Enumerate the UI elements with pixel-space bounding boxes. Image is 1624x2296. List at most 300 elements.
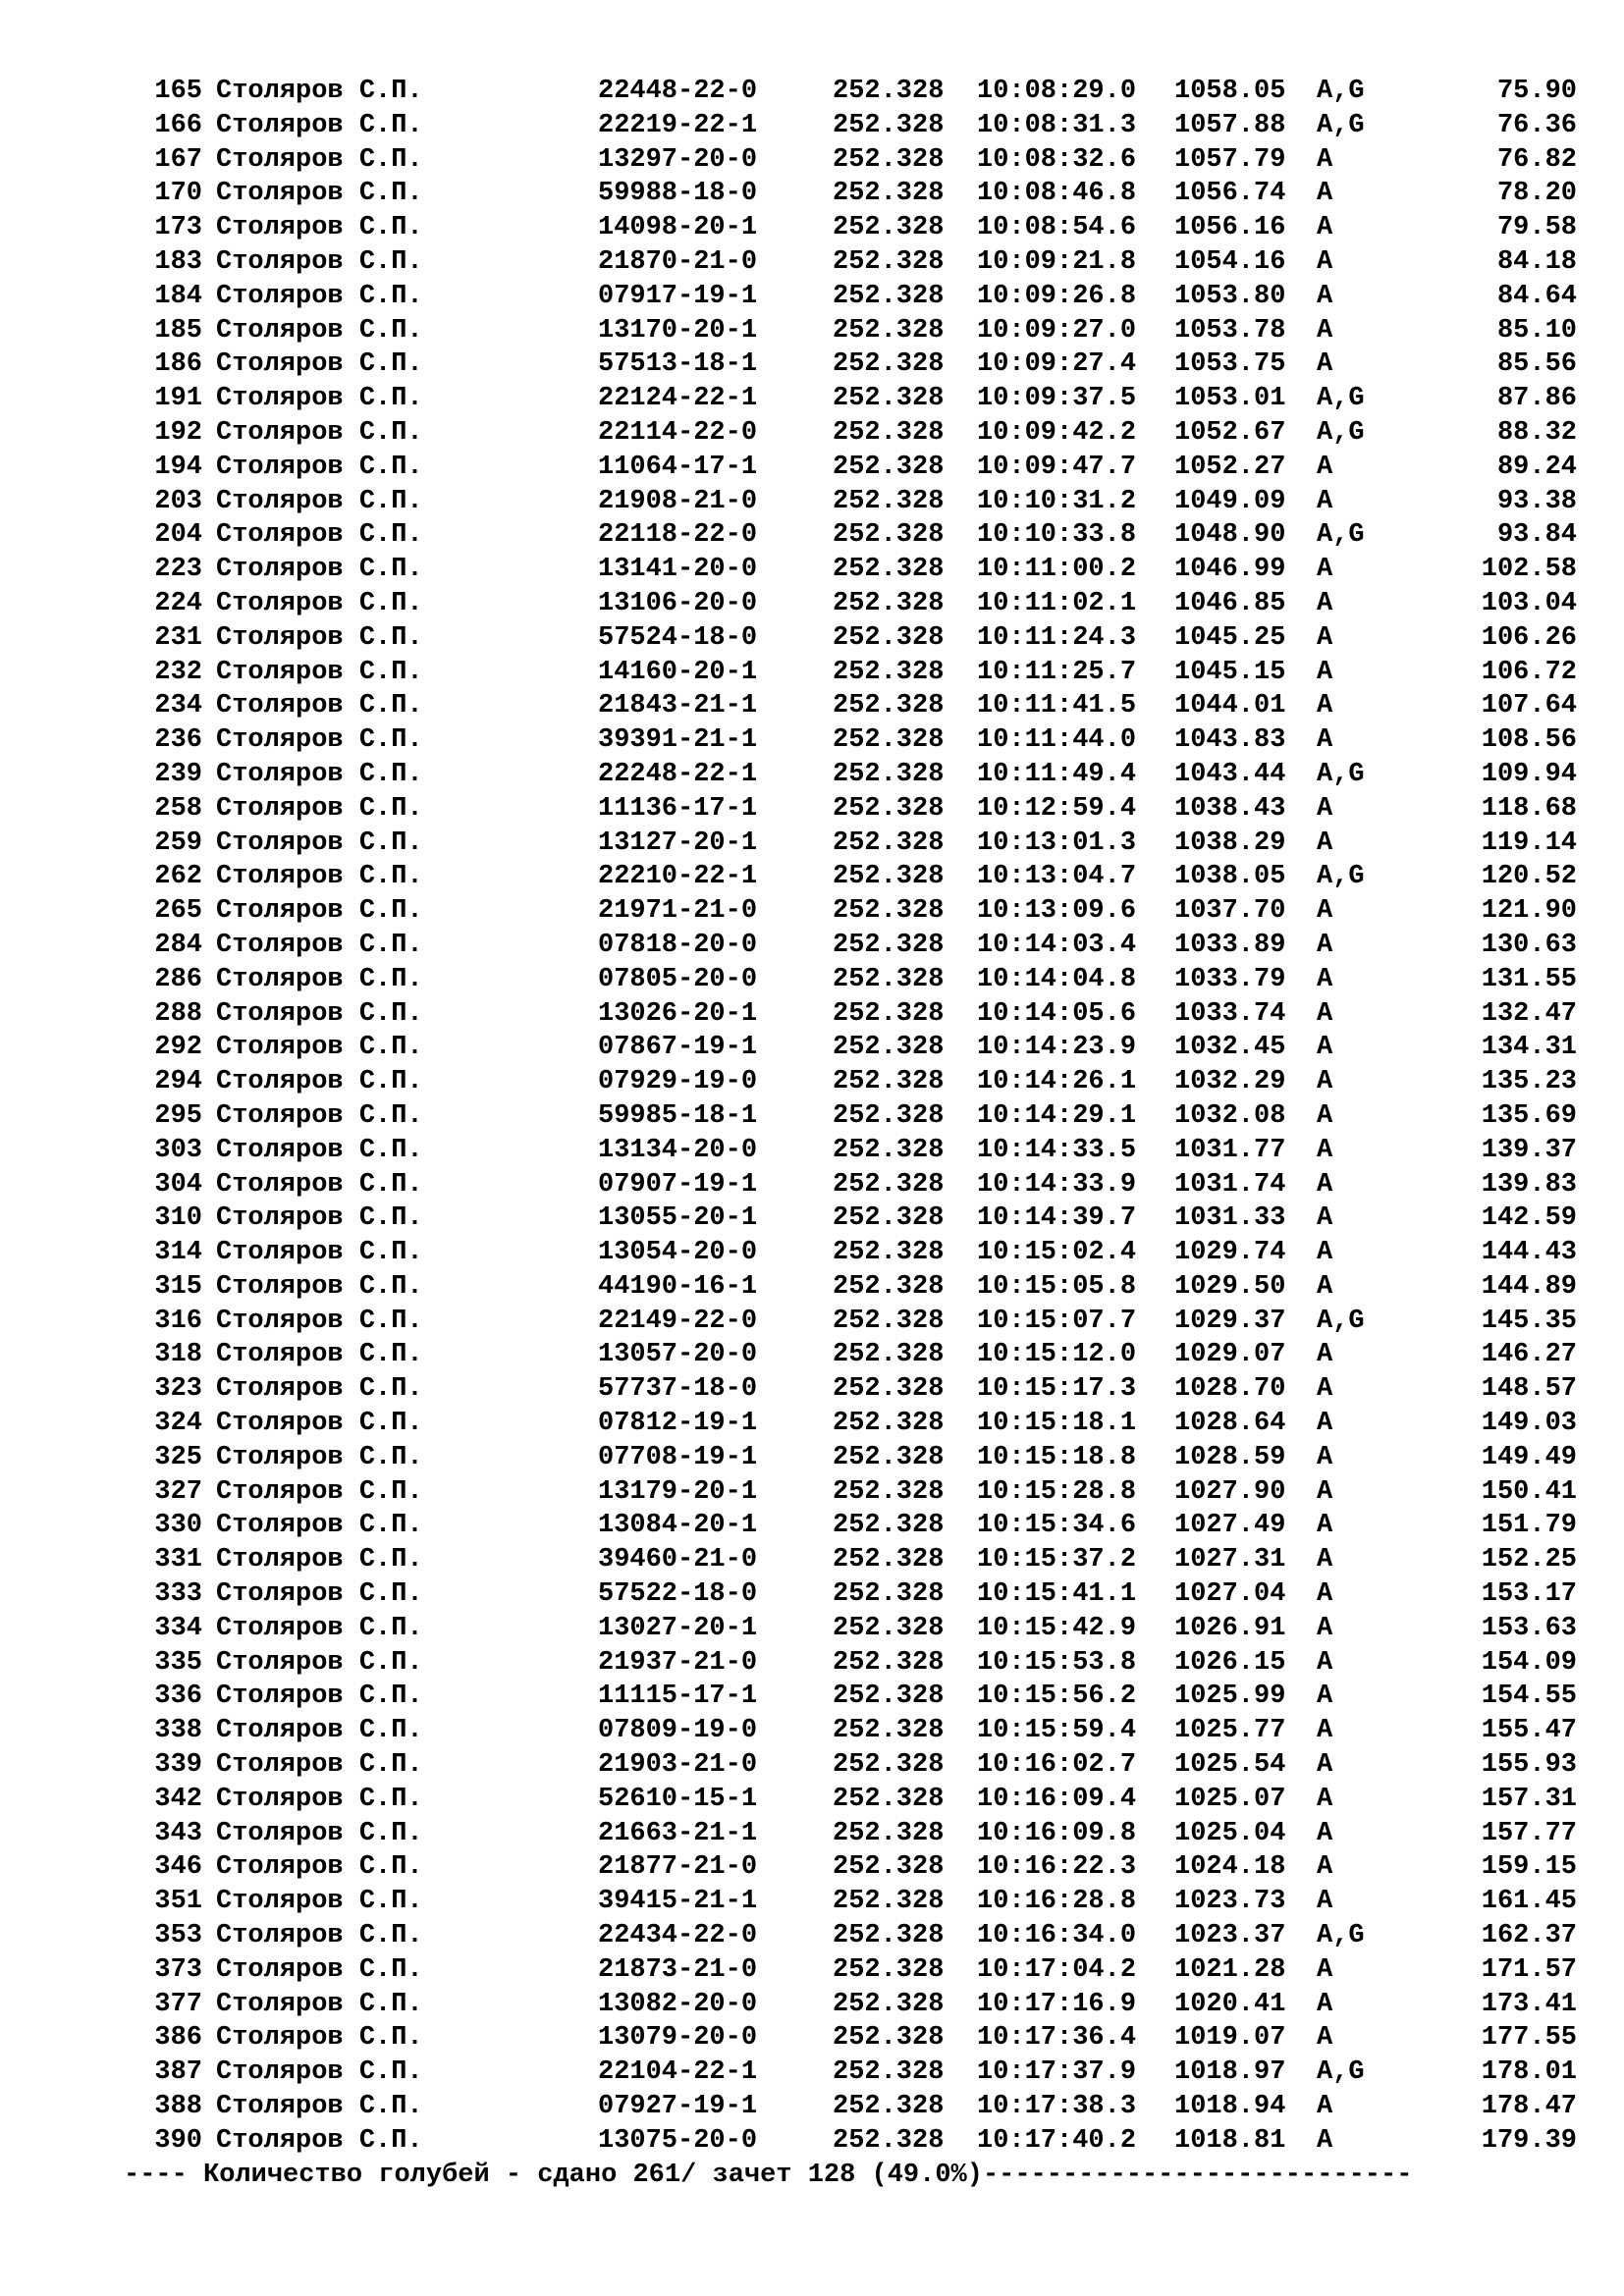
ring-number: 07907-19-1 (598, 1169, 758, 1200)
distance: 252.328 (833, 1921, 945, 1951)
distance: 252.328 (833, 246, 945, 277)
distance: 252.328 (833, 144, 945, 175)
points: 108.56 (1481, 725, 1577, 756)
speed: 1018.81 (1174, 2125, 1286, 2156)
points: 177.55 (1481, 2023, 1577, 2054)
place-number: 292 (154, 1033, 202, 1063)
table-row (126, 109, 1618, 143)
distance: 252.328 (833, 1613, 945, 1643)
table-row (126, 1850, 1618, 1885)
category-flags: A (1317, 1716, 1333, 1746)
place-number: 373 (154, 1954, 202, 1985)
place-number: 342 (154, 1784, 202, 1814)
ring-number: 07708-19-1 (598, 1442, 758, 1472)
ring-number: 22104-22-1 (598, 2057, 758, 2088)
speed: 1029.37 (1174, 1306, 1286, 1336)
table-row (126, 2021, 1618, 2056)
table-row (126, 451, 1618, 485)
points: 155.93 (1481, 1750, 1577, 1781)
fancier-name: Столяров С.П. (216, 1954, 423, 1985)
fancier-name: Столяров С.П. (216, 1989, 423, 2019)
ring-number: 07812-19-1 (598, 1409, 758, 1439)
category-flags: A,G (1317, 417, 1365, 448)
table-row (126, 1201, 1618, 1236)
ring-number: 39391-21-1 (598, 725, 758, 756)
place-number: 323 (154, 1374, 202, 1405)
points: 130.63 (1481, 930, 1577, 960)
arrival-time: 10:11:49.4 (977, 759, 1137, 789)
category-flags: A (1317, 2092, 1333, 2122)
category-flags: A (1317, 349, 1333, 380)
ring-number: 22114-22-0 (598, 417, 758, 448)
ring-number: 22434-22-0 (598, 1921, 758, 1951)
table-row (126, 758, 1618, 792)
points: 178.01 (1481, 2057, 1577, 2088)
speed: 1028.64 (1174, 1409, 1286, 1439)
fancier-name: Столяров С.П. (216, 2092, 423, 2122)
ring-number: 22149-22-0 (598, 1306, 758, 1336)
points: 142.59 (1481, 1203, 1577, 1234)
arrival-time: 10:15:56.2 (977, 1682, 1137, 1712)
table-row (126, 416, 1618, 451)
place-number: 331 (154, 1545, 202, 1575)
points: 153.63 (1481, 1613, 1577, 1643)
points: 152.25 (1481, 1545, 1577, 1575)
category-flags: A (1317, 2023, 1333, 2054)
fancier-name: Столяров С.П. (216, 520, 423, 551)
points: 76.82 (1496, 144, 1577, 175)
arrival-time: 10:14:05.6 (977, 998, 1137, 1029)
points: 161.45 (1481, 1887, 1577, 1917)
speed: 1048.90 (1174, 520, 1286, 551)
table-row (126, 1099, 1618, 1134)
speed: 1056.74 (1174, 179, 1286, 209)
arrival-time: 10:15:07.7 (977, 1306, 1137, 1336)
table-row (126, 2056, 1618, 2090)
category-flags: A (1317, 1271, 1333, 1302)
speed: 1025.77 (1174, 1716, 1286, 1746)
arrival-time: 10:15:28.8 (977, 1476, 1137, 1507)
points: 79.58 (1496, 213, 1577, 243)
points: 131.55 (1481, 964, 1577, 994)
category-flags: A (1317, 1135, 1333, 1165)
place-number: 194 (154, 452, 202, 482)
arrival-time: 10:16:02.7 (977, 1750, 1137, 1781)
arrival-time: 10:14:39.7 (977, 1203, 1137, 1234)
points: 149.49 (1481, 1442, 1577, 1472)
fancier-name: Столяров С.П. (216, 1067, 423, 1097)
distance: 252.328 (833, 588, 945, 618)
fancier-name: Столяров С.П. (216, 998, 423, 1029)
arrival-time: 10:09:27.0 (977, 315, 1137, 346)
distance: 252.328 (833, 2023, 945, 2054)
category-flags: A,G (1317, 1306, 1365, 1336)
arrival-time: 10:15:53.8 (977, 1647, 1137, 1678)
speed: 1043.83 (1174, 725, 1286, 756)
category-flags: A,G (1317, 77, 1365, 106)
speed: 1046.99 (1174, 555, 1286, 585)
points: 173.41 (1481, 1989, 1577, 2019)
fancier-name: Столяров С.П. (216, 1476, 423, 1507)
table-row (126, 1509, 1618, 1543)
fancier-name: Столяров С.П. (216, 1784, 423, 1814)
table-row (126, 621, 1618, 656)
category-flags: A (1317, 1511, 1333, 1541)
table-row (126, 347, 1618, 382)
category-flags: A (1317, 964, 1333, 994)
speed: 1032.45 (1174, 1033, 1286, 1063)
ring-number: 14160-20-1 (598, 657, 758, 687)
table-row (126, 1475, 1618, 1510)
ring-number: 39415-21-1 (598, 1887, 758, 1917)
distance: 252.328 (833, 1409, 945, 1439)
distance: 252.328 (833, 862, 945, 892)
distance: 252.328 (833, 1203, 945, 1234)
fancier-name: Столяров С.П. (216, 691, 423, 721)
points: 144.43 (1481, 1238, 1577, 1268)
speed: 1033.79 (1174, 964, 1286, 994)
table-row (126, 177, 1618, 211)
table-row (126, 314, 1618, 348)
points: 85.10 (1496, 315, 1577, 346)
fancier-name: Столяров С.П. (216, 1340, 423, 1370)
speed: 1032.29 (1174, 1067, 1286, 1097)
place-number: 330 (154, 1511, 202, 1541)
category-flags: A (1317, 725, 1333, 756)
category-flags: A (1317, 1442, 1333, 1472)
speed: 1038.43 (1174, 793, 1286, 824)
category-flags: A (1317, 657, 1333, 687)
category-flags: A (1317, 1374, 1333, 1405)
speed: 1025.07 (1174, 1784, 1286, 1814)
place-number: 324 (154, 1409, 202, 1439)
speed: 1019.07 (1174, 2023, 1286, 2054)
ring-number: 11136-17-1 (598, 793, 758, 824)
category-flags: A (1317, 1238, 1333, 1268)
category-flags: A (1317, 1169, 1333, 1200)
distance: 252.328 (833, 1306, 945, 1336)
ring-number: 13141-20-0 (598, 555, 758, 585)
place-number: 204 (154, 520, 202, 551)
table-row (126, 587, 1618, 621)
distance: 252.328 (833, 1238, 945, 1268)
distance: 252.328 (833, 1476, 945, 1507)
distance: 252.328 (833, 1442, 945, 1472)
table-row (126, 518, 1618, 553)
category-flags: A (1317, 486, 1333, 516)
speed: 1031.77 (1174, 1135, 1286, 1165)
speed: 1025.04 (1174, 1818, 1286, 1848)
arrival-time: 10:08:31.3 (977, 110, 1137, 140)
category-flags: A (1317, 281, 1333, 311)
speed: 1043.44 (1174, 759, 1286, 789)
category-flags: A (1317, 1818, 1333, 1848)
table-row (126, 75, 1618, 109)
speed: 1033.89 (1174, 930, 1286, 960)
category-flags: A (1317, 144, 1333, 175)
table-row (126, 894, 1618, 929)
table-row (126, 2090, 1618, 2124)
table-row (126, 1168, 1618, 1202)
place-number: 170 (154, 179, 202, 209)
arrival-time: 10:13:04.7 (977, 862, 1137, 892)
distance: 252.328 (833, 1135, 945, 1165)
speed: 1057.88 (1174, 110, 1286, 140)
place-number: 353 (154, 1921, 202, 1951)
distance: 252.328 (833, 179, 945, 209)
results-sheet (126, 75, 1618, 2192)
place-number: 192 (154, 417, 202, 448)
table-row (126, 1714, 1618, 1748)
fancier-name: Столяров С.П. (216, 1716, 423, 1746)
arrival-time: 10:11:25.7 (977, 657, 1137, 687)
category-flags: A (1317, 1203, 1333, 1234)
fancier-name: Столяров С.П. (216, 1100, 423, 1131)
fancier-name: Столяров С.П. (216, 281, 423, 311)
distance: 252.328 (833, 1374, 945, 1405)
ring-number: 13084-20-1 (598, 1511, 758, 1541)
place-number: 234 (154, 691, 202, 721)
distance: 252.328 (833, 1989, 945, 2019)
distance: 252.328 (833, 486, 945, 516)
ring-number: 39460-21-0 (598, 1545, 758, 1575)
speed: 1029.50 (1174, 1271, 1286, 1302)
place-number: 315 (154, 1271, 202, 1302)
ring-number: 57737-18-0 (598, 1374, 758, 1405)
distance: 252.328 (833, 1511, 945, 1541)
ring-number: 13054-20-0 (598, 1238, 758, 1268)
arrival-time: 10:15:34.6 (977, 1511, 1137, 1541)
ring-number: 07917-19-1 (598, 281, 758, 311)
ring-number: 57524-18-0 (598, 622, 758, 653)
arrival-time: 10:17:38.3 (977, 2092, 1137, 2122)
points: 89.24 (1496, 452, 1577, 482)
table-row (126, 656, 1618, 690)
table-row (126, 963, 1618, 997)
distance: 252.328 (833, 725, 945, 756)
place-number: 167 (154, 144, 202, 175)
distance: 252.328 (833, 1852, 945, 1883)
fancier-name: Столяров С.П. (216, 77, 423, 106)
speed: 1027.49 (1174, 1511, 1286, 1541)
category-flags: A,G (1317, 520, 1365, 551)
results-table (126, 75, 1618, 2159)
speed: 1049.09 (1174, 486, 1286, 516)
place-number: 165 (154, 77, 202, 106)
category-flags: A (1317, 896, 1333, 927)
points: 75.90 (1496, 77, 1577, 106)
table-row (126, 245, 1618, 280)
table-row (126, 1577, 1618, 1612)
category-flags: A (1317, 1852, 1333, 1883)
distance: 252.328 (833, 1716, 945, 1746)
fancier-name: Столяров С.П. (216, 759, 423, 789)
table-row (126, 1065, 1618, 1099)
arrival-time: 10:12:59.4 (977, 793, 1137, 824)
category-flags: A (1317, 213, 1333, 243)
arrival-time: 10:15:18.1 (977, 1409, 1137, 1439)
distance: 252.328 (833, 691, 945, 721)
fancier-name: Столяров С.П. (216, 964, 423, 994)
speed: 1044.01 (1174, 691, 1286, 721)
arrival-time: 10:15:05.8 (977, 1271, 1137, 1302)
ring-number: 59988-18-0 (598, 179, 758, 209)
arrival-time: 10:14:23.9 (977, 1033, 1137, 1063)
category-flags: A (1317, 622, 1333, 653)
fancier-name: Столяров С.П. (216, 862, 423, 892)
arrival-time: 10:15:12.0 (977, 1340, 1137, 1370)
table-row (126, 1885, 1618, 1919)
ring-number: 13170-20-1 (598, 315, 758, 346)
points: 150.41 (1481, 1476, 1577, 1507)
ring-number: 21663-21-1 (598, 1818, 758, 1848)
place-number: 184 (154, 281, 202, 311)
fancier-name: Столяров С.П. (216, 1271, 423, 1302)
points: 109.94 (1481, 759, 1577, 789)
distance: 252.328 (833, 315, 945, 346)
points: 155.47 (1481, 1716, 1577, 1746)
speed: 1027.90 (1174, 1476, 1286, 1507)
points: 153.17 (1481, 1579, 1577, 1610)
arrival-time: 10:11:41.5 (977, 691, 1137, 721)
fancier-name: Столяров С.П. (216, 828, 423, 858)
table-row (126, 1270, 1618, 1305)
table-row (126, 860, 1618, 894)
place-number: 295 (154, 1100, 202, 1131)
category-flags: A (1317, 1989, 1333, 2019)
distance: 252.328 (833, 896, 945, 927)
speed: 1045.25 (1174, 622, 1286, 653)
fancier-name: Столяров С.П. (216, 1409, 423, 1439)
speed: 1037.70 (1174, 896, 1286, 927)
place-number: 286 (154, 964, 202, 994)
points: 154.55 (1481, 1682, 1577, 1712)
place-number: 314 (154, 1238, 202, 1268)
distance: 252.328 (833, 2125, 945, 2156)
ring-number: 22248-22-1 (598, 759, 758, 789)
distance: 252.328 (833, 213, 945, 243)
speed: 1026.91 (1174, 1613, 1286, 1643)
points: 178.47 (1481, 2092, 1577, 2122)
arrival-time: 10:08:29.0 (977, 77, 1137, 106)
place-number: 310 (154, 1203, 202, 1234)
fancier-name: Столяров С.П. (216, 1033, 423, 1063)
ring-number: 13179-20-1 (598, 1476, 758, 1507)
speed: 1023.73 (1174, 1887, 1286, 1917)
ring-number: 21971-21-0 (598, 896, 758, 927)
distance: 252.328 (833, 1682, 945, 1712)
ring-number: 22219-22-1 (598, 110, 758, 140)
ring-number: 52610-15-1 (598, 1784, 758, 1814)
distance: 252.328 (833, 1784, 945, 1814)
fancier-name: Столяров С.П. (216, 179, 423, 209)
fancier-name: Столяров С.П. (216, 930, 423, 960)
arrival-time: 10:17:04.2 (977, 1954, 1137, 1985)
speed: 1045.15 (1174, 657, 1286, 687)
category-flags: A (1317, 998, 1333, 1029)
speed: 1023.37 (1174, 1921, 1286, 1951)
table-row (126, 1680, 1618, 1714)
table-row (126, 553, 1618, 587)
distance: 252.328 (833, 349, 945, 380)
place-number: 166 (154, 110, 202, 140)
fancier-name: Столяров С.П. (216, 725, 423, 756)
points: 148.57 (1481, 1374, 1577, 1405)
distance: 252.328 (833, 110, 945, 140)
distance: 252.328 (833, 1545, 945, 1575)
fancier-name: Столяров С.П. (216, 1169, 423, 1200)
table-row (126, 827, 1618, 861)
category-flags: A,G (1317, 110, 1365, 140)
points: 78.20 (1496, 179, 1577, 209)
arrival-time: 10:14:26.1 (977, 1067, 1137, 1097)
place-number: 335 (154, 1647, 202, 1678)
place-number: 265 (154, 896, 202, 927)
points: 118.68 (1481, 793, 1577, 824)
place-number: 223 (154, 555, 202, 585)
points: 162.37 (1481, 1921, 1577, 1951)
distance: 252.328 (833, 1954, 945, 1985)
ring-number: 21870-21-0 (598, 246, 758, 277)
distance: 252.328 (833, 793, 945, 824)
place-number: 239 (154, 759, 202, 789)
arrival-time: 10:15:18.8 (977, 1442, 1137, 1472)
speed: 1053.78 (1174, 315, 1286, 346)
ring-number: 13127-20-1 (598, 828, 758, 858)
points: 154.09 (1481, 1647, 1577, 1678)
speed: 1052.27 (1174, 452, 1286, 482)
category-flags: A (1317, 452, 1333, 482)
fancier-name: Столяров С.П. (216, 110, 423, 140)
category-flags: A (1317, 315, 1333, 346)
points: 84.64 (1496, 281, 1577, 311)
arrival-time: 10:15:02.4 (977, 1238, 1137, 1268)
table-row (126, 1134, 1618, 1168)
speed: 1028.59 (1174, 1442, 1286, 1472)
ring-number: 07929-19-0 (598, 1067, 758, 1097)
place-number: 236 (154, 725, 202, 756)
distance: 252.328 (833, 281, 945, 311)
ring-number: 13057-20-0 (598, 1340, 758, 1370)
ring-number: 13134-20-0 (598, 1135, 758, 1165)
distance: 252.328 (833, 1271, 945, 1302)
speed: 1025.99 (1174, 1682, 1286, 1712)
category-flags: A (1317, 1613, 1333, 1643)
fancier-name: Столяров С.П. (216, 657, 423, 687)
arrival-time: 10:11:44.0 (977, 725, 1137, 756)
fancier-name: Столяров С.П. (216, 1852, 423, 1883)
arrival-time: 10:09:47.7 (977, 452, 1137, 482)
table-row (126, 2124, 1618, 2159)
fancier-name: Столяров С.П. (216, 588, 423, 618)
distance: 252.328 (833, 1169, 945, 1200)
ring-number: 14098-20-1 (598, 213, 758, 243)
ring-number: 21937-21-0 (598, 1647, 758, 1678)
points: 134.31 (1481, 1033, 1577, 1063)
fancier-name: Столяров С.П. (216, 1750, 423, 1781)
distance: 252.328 (833, 384, 945, 414)
ring-number: 07867-19-1 (598, 1033, 758, 1063)
speed: 1031.33 (1174, 1203, 1286, 1234)
category-flags: A (1317, 588, 1333, 618)
fancier-name: Столяров С.П. (216, 1511, 423, 1541)
category-flags: A (1317, 1647, 1333, 1678)
fancier-name: Столяров С.П. (216, 1442, 423, 1472)
arrival-time: 10:14:03.4 (977, 930, 1137, 960)
arrival-time: 10:11:00.2 (977, 555, 1137, 585)
speed: 1028.70 (1174, 1374, 1286, 1405)
fancier-name: Столяров С.П. (216, 1203, 423, 1234)
